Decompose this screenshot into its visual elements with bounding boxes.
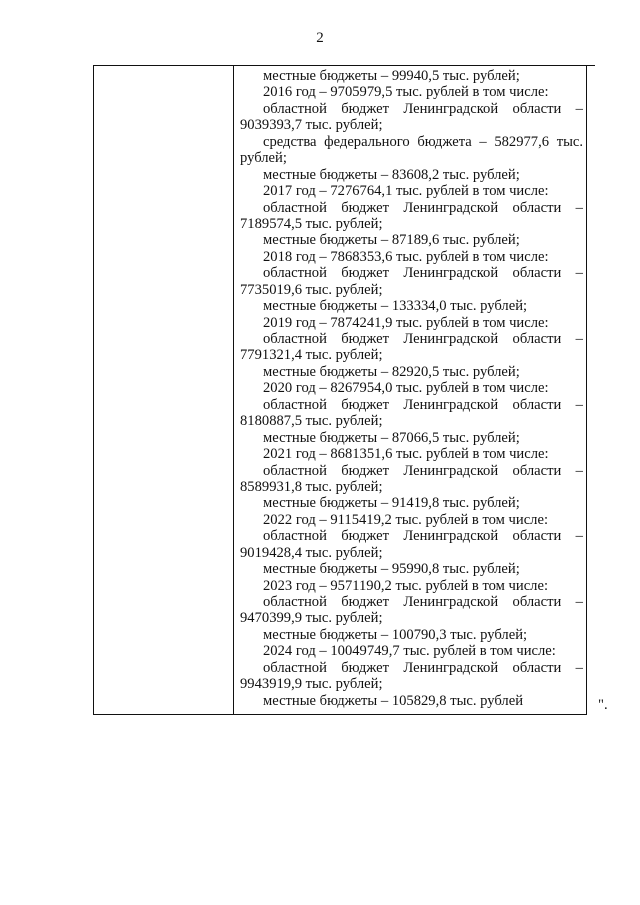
text-word: Ленинградской — [403, 528, 499, 545]
text-line — [240, 265, 583, 281]
text-line: 9039393,7 тыс. рублей; — [240, 117, 383, 134]
text-line: 2020 год – 8267954,0 тыс. рублей в том числе: — [263, 380, 549, 397]
text-line: местные бюджеты – 87066,5 тыс. рублей; — [263, 429, 520, 446]
text-word: областной — [263, 659, 327, 676]
text-word: бюджет — [341, 199, 389, 216]
text-line: местные бюджеты – 91419,8 тыс. рублей; — [263, 495, 520, 512]
funding-table — [93, 65, 587, 715]
text-word: бюджет — [341, 462, 389, 479]
text-line — [240, 397, 583, 413]
text-word: области — [512, 265, 562, 282]
text-line: 2018 год – 7868353,6 тыс. рублей в том числе: — [263, 248, 549, 265]
text-line: 9470399,9 тыс. рублей; — [240, 610, 383, 627]
text-line: 7791321,4 тыс. рублей; — [240, 347, 383, 364]
text-word: – — [575, 331, 583, 347]
text-word: бюджет — [341, 396, 389, 413]
text-word: – — [575, 199, 583, 216]
text-line: 8180887,5 тыс. рублей; — [240, 413, 383, 430]
text-word: области — [512, 396, 562, 413]
text-line: 2019 год – 7874241,9 тыс. рублей в том числе: — [263, 314, 549, 331]
text-line: рублей; — [240, 150, 287, 167]
text-word: области — [512, 100, 562, 117]
text-word: области — [512, 528, 562, 545]
text-line: местные бюджеты – 87189,6 тыс. рублей; — [263, 232, 520, 249]
text-line: местные бюджеты – 100790,3 тыс. рублей; — [263, 626, 528, 643]
text-line: 2016 год – 9705979,5 тыс. рублей в том числе: — [263, 84, 549, 101]
text-line: местные бюджеты – 95990,8 тыс. рублей; — [263, 561, 520, 578]
text-line — [240, 200, 583, 216]
text-word: области — [512, 331, 562, 347]
text-word: бюджет — [341, 265, 389, 282]
text-line: 2024 год – 10049749,7 тыс. рублей в том числе: — [263, 643, 556, 660]
text-word: федерального — [324, 133, 410, 150]
text-line: 8589931,8 тыс. рублей; — [240, 478, 383, 495]
text-line — [240, 660, 583, 676]
text-line: 2021 год – 8681351,6 тыс. рублей в том числе: — [263, 446, 549, 463]
text-word: области — [512, 462, 562, 479]
text-word: – — [575, 659, 583, 676]
text-line: 7189574,5 тыс. рублей; — [240, 215, 383, 232]
text-line — [240, 101, 583, 117]
text-word: Ленинградской — [403, 199, 499, 216]
text-word: области — [512, 659, 562, 676]
text-word: областной — [263, 462, 327, 479]
text-word: областной — [263, 396, 327, 413]
text-word: – — [575, 100, 583, 117]
text-word: – — [575, 265, 583, 282]
text-line: 9019428,4 тыс. рублей; — [240, 544, 383, 561]
text-word: – — [575, 396, 583, 413]
text-line — [240, 134, 583, 150]
text-word: – — [575, 462, 583, 479]
text-line: 2023 год – 9571190,2 тыс. рублей в том числе: — [263, 577, 548, 594]
text-word: тыс. — [556, 133, 583, 150]
page-number: 2 — [316, 30, 324, 46]
text-word: областной — [263, 265, 327, 282]
text-word: Ленинградской — [403, 100, 499, 117]
text-line: 2017 год – 7276764,1 тыс. рублей в том числе: — [263, 183, 549, 200]
text-word: областной — [263, 331, 327, 347]
text-word: бюджет — [341, 331, 389, 347]
text-line — [240, 528, 583, 544]
text-line: местные бюджеты – 133334,0 тыс. рублей; — [263, 298, 528, 315]
text-word: Ленинградской — [403, 265, 499, 282]
text-word: средства — [263, 133, 317, 150]
text-word: 582977,6 — [494, 133, 550, 150]
text-word: – — [575, 594, 583, 610]
text-word: Ленинградской — [403, 462, 499, 479]
text-word: Ленинградской — [403, 659, 499, 676]
text-word: бюджет — [341, 528, 389, 545]
text-word: Ленинградской — [403, 396, 499, 413]
text-word: Ленинградской — [403, 331, 499, 347]
text-line: местные бюджеты – 99940,5 тыс. рублей; — [263, 68, 520, 84]
text-line: 2022 год – 9115419,2 тыс. рублей в том числе: — [263, 511, 548, 528]
text-line — [240, 463, 583, 479]
text-line — [240, 594, 583, 610]
text-word: областной — [263, 594, 327, 610]
text-word: областной — [263, 100, 327, 117]
text-word: бюджет — [341, 594, 389, 610]
text-word: области — [512, 199, 562, 216]
text-line: 7735019,6 тыс. рублей; — [240, 281, 383, 298]
text-word: области — [512, 594, 562, 610]
closing-quote-mark: ". — [598, 697, 608, 713]
text-word: – — [575, 528, 583, 545]
text-word: бюджета — [417, 133, 472, 150]
text-word: областной — [263, 199, 327, 216]
text-line: 9943919,9 тыс. рублей; — [240, 676, 383, 693]
table-content-cell — [240, 68, 583, 709]
text-line: местные бюджеты – 82920,5 тыс. рублей; — [263, 363, 520, 380]
text-word: Ленинградской — [403, 594, 499, 610]
text-word: бюджет — [341, 100, 389, 117]
text-line: местные бюджеты – 105829,8 тыс. рублей — [263, 692, 524, 709]
table-label-cell — [94, 66, 234, 714]
text-word: бюджет — [341, 659, 389, 676]
text-line: местные бюджеты – 83608,2 тыс. рублей; — [263, 166, 520, 183]
table-continuation-edge — [587, 65, 595, 715]
text-word: – — [479, 133, 487, 150]
text-word: областной — [263, 528, 327, 545]
text-line — [240, 331, 583, 347]
